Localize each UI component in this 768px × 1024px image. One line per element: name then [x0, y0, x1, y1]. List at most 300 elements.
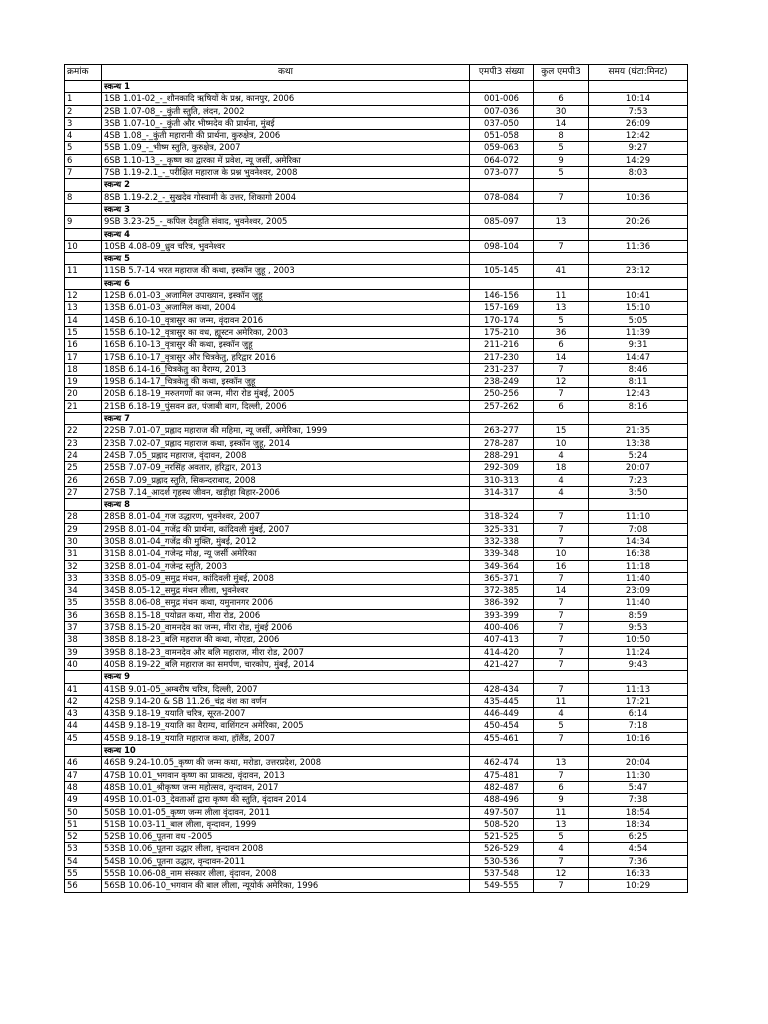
katha-title-cell: 2SB 1.07-08_-_कुंती स्तुति, लंदन, 2002: [102, 105, 470, 117]
total-mp3-cell: 5: [534, 720, 589, 732]
duration-cell: 11:40: [589, 597, 688, 609]
katha-title-cell: 27SB 7.14_आदर्श गृहस्थ जीवन, खड़ीहा बिहार-2006: [102, 486, 470, 498]
section-empty-cell: [470, 277, 534, 289]
serial-number-cell: 53: [65, 843, 102, 855]
katha-title-cell: 14SB 6.10-10_वृत्रासुर का जन्म, वृंदावन 2016: [102, 314, 470, 326]
total-mp3-cell: 15: [534, 425, 589, 437]
duration-cell: 20:07: [589, 462, 688, 474]
katha-title-cell: 17SB 6.10-17_वृत्रासुर और चित्रकेतु, हरिद्वार 2016: [102, 351, 470, 363]
total-mp3-cell: 7: [534, 240, 589, 252]
total-mp3-cell: 5: [534, 142, 589, 154]
duration-cell: 26:09: [589, 117, 688, 129]
table-row: [65, 781, 688, 793]
total-mp3-cell: 6: [534, 93, 589, 105]
mp3-range-cell: 435-445: [470, 695, 534, 707]
section-label: स्कन्ध 2: [102, 179, 470, 191]
katha-title-cell: 50SB 10.01-05_कृष्ण जन्म लीला वृंदावन, 2011: [102, 806, 470, 818]
total-mp3-cell: 6: [534, 339, 589, 351]
mp3-range-cell: 292-309: [470, 462, 534, 474]
duration-cell: 8:46: [589, 363, 688, 375]
mp3-range-cell: 421-427: [470, 658, 534, 670]
section-row: [65, 179, 688, 191]
table-row: [65, 646, 688, 658]
duration-cell: 10:36: [589, 191, 688, 203]
table-row: [65, 314, 688, 326]
table-row: [65, 572, 688, 584]
mp3-range-cell: 521-525: [470, 831, 534, 843]
duration-cell: 7:38: [589, 794, 688, 806]
total-mp3-cell: 10: [534, 437, 589, 449]
mp3-range-cell: 526-529: [470, 843, 534, 855]
table-row: [65, 634, 688, 646]
duration-cell: 10:50: [589, 634, 688, 646]
serial-number-cell: 25: [65, 462, 102, 474]
table-row: [65, 339, 688, 351]
mp3-range-cell: 446-449: [470, 708, 534, 720]
katha-table: [64, 64, 688, 893]
duration-cell: 10:41: [589, 290, 688, 302]
serial-number-cell: 56: [65, 880, 102, 892]
section-row: [65, 671, 688, 683]
total-mp3-cell: 14: [534, 117, 589, 129]
section-empty-cell: [470, 413, 534, 425]
duration-cell: 6:14: [589, 708, 688, 720]
duration-cell: 9:31: [589, 339, 688, 351]
duration-cell: 6:25: [589, 831, 688, 843]
section-row: [65, 745, 688, 757]
katha-title-cell: 16SB 6.10-13_वृत्रासुर की कथा, इस्कॉन जुहू: [102, 339, 470, 351]
section-row: [65, 228, 688, 240]
serial-number-cell: 34: [65, 585, 102, 597]
section-empty-cell: [65, 671, 102, 683]
katha-title-cell: 39SB 8.18-23_वामनदेव और बलि महाराज, मीरा रोड, 2007: [102, 646, 470, 658]
katha-title-cell: 40SB 8.19-22_बलि महाराज का समर्पण, चारकोप, मुंबई, 2014: [102, 658, 470, 670]
katha-title-cell: 56SB 10.06-10_भगवान की बाल लीला, न्यूयोर्क अमेरिका, 1996: [102, 880, 470, 892]
section-empty-cell: [589, 499, 688, 511]
duration-cell: 3:50: [589, 486, 688, 498]
katha-title-cell: 31SB 8.01-04_गजेन्द्र मोक्ष, न्यू जर्सी अमेरिका: [102, 548, 470, 560]
section-empty-cell: [65, 253, 102, 265]
section-row: [65, 81, 688, 93]
table-row: [65, 622, 688, 634]
table-row: [65, 154, 688, 166]
section-empty-cell: [470, 745, 534, 757]
serial-number-cell: 6: [65, 154, 102, 166]
total-mp3-cell: 13: [534, 216, 589, 228]
duration-cell: 11:13: [589, 683, 688, 695]
serial-number-cell: 36: [65, 609, 102, 621]
mp3-range-cell: 170-174: [470, 314, 534, 326]
katha-title-cell: 11SB 5.7-14 भरत महाराज की कथा, इस्कॉन जुहू , 2003: [102, 265, 470, 277]
serial-number-cell: 37: [65, 622, 102, 634]
section-empty-cell: [534, 277, 589, 289]
duration-cell: 16:38: [589, 548, 688, 560]
duration-cell: 5:24: [589, 449, 688, 461]
section-label: स्कन्ध 1: [102, 81, 470, 93]
katha-title-cell: 22SB 7.01-07_प्रह्लाद महाराज की महिमा, न्यू जर्सी, अमेरिका, 1999: [102, 425, 470, 437]
serial-number-cell: 42: [65, 695, 102, 707]
katha-title-cell: 21SB 6.18-19_पुंसवन व्रत, पंजाबी बाग, दिल्ली, 2006: [102, 400, 470, 412]
katha-title-cell: 34SB 8.05-12_समुद्र मंथन लीला, भुवनेश्वर: [102, 585, 470, 597]
mp3-range-cell: 407-413: [470, 634, 534, 646]
section-empty-cell: [65, 203, 102, 215]
total-mp3-cell: 14: [534, 585, 589, 597]
table-row: [65, 597, 688, 609]
mp3-range-cell: 488-496: [470, 794, 534, 806]
total-mp3-cell: 4: [534, 449, 589, 461]
serial-number-cell: 52: [65, 831, 102, 843]
mp3-range-cell: 098-104: [470, 240, 534, 252]
duration-cell: 16:33: [589, 868, 688, 880]
serial-number-cell: 22: [65, 425, 102, 437]
serial-number-cell: 15: [65, 326, 102, 338]
katha-title-cell: 15SB 6.10-12_वृत्रासुर का वध, ह्यूस्टन अमेरिका, 2003: [102, 326, 470, 338]
table-row: [65, 818, 688, 830]
mp3-range-cell: 238-249: [470, 376, 534, 388]
mp3-range-cell: 455-461: [470, 732, 534, 744]
section-row: [65, 277, 688, 289]
duration-cell: 9:53: [589, 622, 688, 634]
duration-cell: 5:05: [589, 314, 688, 326]
katha-title-cell: 48SB 10.01_श्रीकृष्ण जन्म महोत्सव, वृन्दावन, 2017: [102, 781, 470, 793]
katha-title-cell: 12SB 6.01-03_अजामिल उपाख्यान, इस्कॉन जुहू: [102, 290, 470, 302]
section-empty-cell: [534, 413, 589, 425]
mp3-range-cell: 288-291: [470, 449, 534, 461]
header-serial-number: क्रमांक: [65, 65, 102, 81]
serial-number-cell: 49: [65, 794, 102, 806]
table-row: [65, 93, 688, 105]
header-duration: समय (घंटा:मिनट): [589, 65, 688, 81]
katha-title-cell: 37SB 8.15-20_वामनदेव का जन्म, मीरा रोड, मुंबई 2006: [102, 622, 470, 634]
mp3-range-cell: 073-077: [470, 167, 534, 179]
section-empty-cell: [589, 413, 688, 425]
mp3-range-cell: 051-058: [470, 130, 534, 142]
serial-number-cell: 2: [65, 105, 102, 117]
duration-cell: 11:40: [589, 572, 688, 584]
mp3-range-cell: 007-036: [470, 105, 534, 117]
table-row: [65, 708, 688, 720]
section-empty-cell: [534, 228, 589, 240]
section-empty-cell: [65, 228, 102, 240]
duration-cell: 21:35: [589, 425, 688, 437]
katha-title-cell: 20SB 6.18-19_मरुतगणों का जन्म, मीरा रोड मुंबई, 2005: [102, 388, 470, 400]
katha-title-cell: 43SB 9.18-19_ययाति चरित्र, सूरत-2007: [102, 708, 470, 720]
serial-number-cell: 54: [65, 855, 102, 867]
section-empty-cell: [589, 277, 688, 289]
katha-title-cell: 42SB 9.14-20 & SB 11.26_चंद्र वंश का वर्णन: [102, 695, 470, 707]
katha-title-cell: 9SB 3.23-25_-_कपिल देवहूति संवाद, भुवनेश्वर, 2005: [102, 216, 470, 228]
section-label: स्कन्ध 8: [102, 499, 470, 511]
table-row: [65, 191, 688, 203]
serial-number-cell: 48: [65, 781, 102, 793]
serial-number-cell: 1: [65, 93, 102, 105]
duration-cell: 7:18: [589, 720, 688, 732]
duration-cell: 8:03: [589, 167, 688, 179]
mp3-range-cell: 450-454: [470, 720, 534, 732]
total-mp3-cell: 5: [534, 167, 589, 179]
serial-number-cell: 12: [65, 290, 102, 302]
total-mp3-cell: 5: [534, 831, 589, 843]
section-empty-cell: [470, 81, 534, 93]
total-mp3-cell: 7: [534, 363, 589, 375]
mp3-range-cell: 349-364: [470, 560, 534, 572]
serial-number-cell: 5: [65, 142, 102, 154]
katha-title-cell: 49SB 10.01-03_देवताओं द्वारा कृष्ण की स्तुति, वृंदावन 2014: [102, 794, 470, 806]
duration-cell: 11:10: [589, 511, 688, 523]
table-row: [65, 142, 688, 154]
katha-title-cell: 6SB 1.10-13_-_कृष्ण का द्वारका में प्रवेश, न्यू जर्सी, अमेरिका: [102, 154, 470, 166]
serial-number-cell: 31: [65, 548, 102, 560]
header-total-mp3: कुल एमपी3: [534, 65, 589, 81]
duration-cell: 14:34: [589, 535, 688, 547]
mp3-range-cell: 231-237: [470, 363, 534, 375]
table-row: [65, 868, 688, 880]
total-mp3-cell: 7: [534, 191, 589, 203]
katha-title-cell: 8SB 1.19-2.2_-_सुखदेव गोस्वामी के उत्तर, शिकागो 2004: [102, 191, 470, 203]
katha-title-cell: 55SB 10.06-08_नाम संस्कार लीला, वृंदावन, 2008: [102, 868, 470, 880]
section-label: स्कन्ध 3: [102, 203, 470, 215]
total-mp3-cell: 4: [534, 843, 589, 855]
table-row: [65, 585, 688, 597]
table-body: [65, 81, 688, 893]
katha-title-cell: 5SB 1.09_-_भीष्म स्तुति, कुरुक्षेत्र, 2007: [102, 142, 470, 154]
section-label: स्कन्ध 5: [102, 253, 470, 265]
serial-number-cell: 47: [65, 769, 102, 781]
mp3-range-cell: 085-097: [470, 216, 534, 228]
katha-title-cell: 24SB 7.05_प्रह्लाद महाराज, वृंदावन, 2008: [102, 449, 470, 461]
table-row: [65, 388, 688, 400]
katha-title-cell: 3SB 1.07-10_-_कुंती और भीष्मदेव की प्रार्थना, मुंबई: [102, 117, 470, 129]
total-mp3-cell: 7: [534, 880, 589, 892]
total-mp3-cell: 7: [534, 609, 589, 621]
total-mp3-cell: 4: [534, 486, 589, 498]
serial-number-cell: 21: [65, 400, 102, 412]
section-empty-cell: [534, 203, 589, 215]
serial-number-cell: 20: [65, 388, 102, 400]
mp3-range-cell: 400-406: [470, 622, 534, 634]
total-mp3-cell: 18: [534, 462, 589, 474]
katha-title-cell: 13SB 6.01-03_अजामिल कथा, 2004: [102, 302, 470, 314]
table-row: [65, 732, 688, 744]
header-katha: कथा: [102, 65, 470, 81]
table-row: [65, 511, 688, 523]
mp3-range-cell: 146-156: [470, 290, 534, 302]
section-empty-cell: [589, 745, 688, 757]
header-row: [65, 65, 688, 81]
total-mp3-cell: 7: [534, 597, 589, 609]
table-row: [65, 216, 688, 228]
section-empty-cell: [534, 253, 589, 265]
total-mp3-cell: 41: [534, 265, 589, 277]
serial-number-cell: 24: [65, 449, 102, 461]
table-row: [65, 794, 688, 806]
duration-cell: 7:36: [589, 855, 688, 867]
katha-title-cell: 25SB 7.07-09_नरसिंह अवतार, हरिद्वार, 2013: [102, 462, 470, 474]
mp3-range-cell: 157-169: [470, 302, 534, 314]
table-row: [65, 130, 688, 142]
section-empty-cell: [589, 179, 688, 191]
total-mp3-cell: 4: [534, 708, 589, 720]
katha-title-cell: 46SB 9.24-10.05_कृष्ण की जन्म कथा, मरोडा, उत्तरप्रदेश, 2008: [102, 757, 470, 769]
serial-number-cell: 13: [65, 302, 102, 314]
total-mp3-cell: 7: [534, 535, 589, 547]
section-row: [65, 253, 688, 265]
table-row: [65, 302, 688, 314]
serial-number-cell: 19: [65, 376, 102, 388]
total-mp3-cell: 9: [534, 154, 589, 166]
section-empty-cell: [470, 499, 534, 511]
table-row: [65, 376, 688, 388]
table-row: [65, 757, 688, 769]
mp3-range-cell: 250-256: [470, 388, 534, 400]
katha-title-cell: 4SB 1.08_-_कुंती महारानी की प्रार्थना, कुरुक्षेत्र, 2006: [102, 130, 470, 142]
total-mp3-cell: 7: [534, 855, 589, 867]
serial-number-cell: 50: [65, 806, 102, 818]
serial-number-cell: 14: [65, 314, 102, 326]
total-mp3-cell: 16: [534, 560, 589, 572]
total-mp3-cell: 8: [534, 130, 589, 142]
total-mp3-cell: 7: [534, 769, 589, 781]
section-empty-cell: [589, 228, 688, 240]
serial-number-cell: 44: [65, 720, 102, 732]
duration-cell: 14:29: [589, 154, 688, 166]
serial-number-cell: 18: [65, 363, 102, 375]
total-mp3-cell: 7: [534, 622, 589, 634]
duration-cell: 11:39: [589, 326, 688, 338]
table-row: [65, 523, 688, 535]
mp3-range-cell: 530-536: [470, 855, 534, 867]
total-mp3-cell: 13: [534, 757, 589, 769]
serial-number-cell: 38: [65, 634, 102, 646]
total-mp3-cell: 10: [534, 548, 589, 560]
duration-cell: 18:54: [589, 806, 688, 818]
section-empty-cell: [470, 228, 534, 240]
total-mp3-cell: 5: [534, 314, 589, 326]
duration-cell: 11:18: [589, 560, 688, 572]
header-mp3-range: एमपी3 संख्या: [470, 65, 534, 81]
section-empty-cell: [589, 671, 688, 683]
katha-title-cell: 19SB 6.14-17_चित्रकेतु की कथा, इस्कॉन जुहू: [102, 376, 470, 388]
katha-title-cell: 36SB 8.15-18_पयोव्रत कथा, मीरा रोड, 2006: [102, 609, 470, 621]
section-empty-cell: [589, 81, 688, 93]
duration-cell: 5:47: [589, 781, 688, 793]
total-mp3-cell: 7: [534, 572, 589, 584]
mp3-range-cell: 310-313: [470, 474, 534, 486]
mp3-range-cell: 263-277: [470, 425, 534, 437]
katha-title-cell: 41SB 9.01-05_अम्बरीष चरित्र, दिल्ली, 2007: [102, 683, 470, 695]
duration-cell: 23:12: [589, 265, 688, 277]
mp3-range-cell: 482-487: [470, 781, 534, 793]
total-mp3-cell: 7: [534, 646, 589, 658]
section-empty-cell: [534, 81, 589, 93]
serial-number-cell: 46: [65, 757, 102, 769]
serial-number-cell: 35: [65, 597, 102, 609]
katha-title-cell: 10SB 4.08-09_ध्रुव चरित्र, भुवनेश्वर: [102, 240, 470, 252]
duration-cell: 12:43: [589, 388, 688, 400]
section-empty-cell: [589, 253, 688, 265]
table-row: [65, 695, 688, 707]
serial-number-cell: 43: [65, 708, 102, 720]
mp3-range-cell: 325-331: [470, 523, 534, 535]
serial-number-cell: 29: [65, 523, 102, 535]
serial-number-cell: 27: [65, 486, 102, 498]
table-row: [65, 351, 688, 363]
serial-number-cell: 51: [65, 818, 102, 830]
mp3-range-cell: 332-338: [470, 535, 534, 547]
duration-cell: 11:24: [589, 646, 688, 658]
table-row: [65, 437, 688, 449]
duration-cell: 11:36: [589, 240, 688, 252]
mp3-range-cell: 318-324: [470, 511, 534, 523]
katha-title-cell: 45SB 9.18-19_ययाति महाराज कथा, हॉलैंड, 2007: [102, 732, 470, 744]
table-row: [65, 548, 688, 560]
mp3-range-cell: 257-262: [470, 400, 534, 412]
katha-title-cell: 28SB 8.01-04_गज उद्धारण, भुवनेश्वर, 2007: [102, 511, 470, 523]
katha-title-cell: 44SB 9.18-19_ययाति का वैराग्य, वाशिंगटन अमेरिका, 2005: [102, 720, 470, 732]
mp3-range-cell: 064-072: [470, 154, 534, 166]
mp3-range-cell: 497-507: [470, 806, 534, 818]
duration-cell: 14:47: [589, 351, 688, 363]
total-mp3-cell: 11: [534, 290, 589, 302]
total-mp3-cell: 12: [534, 376, 589, 388]
table-row: [65, 290, 688, 302]
total-mp3-cell: 6: [534, 400, 589, 412]
table-row: [65, 831, 688, 843]
mp3-range-cell: 059-063: [470, 142, 534, 154]
mp3-range-cell: 537-548: [470, 868, 534, 880]
section-row: [65, 413, 688, 425]
total-mp3-cell: 7: [534, 658, 589, 670]
duration-cell: 11:30: [589, 769, 688, 781]
total-mp3-cell: 36: [534, 326, 589, 338]
serial-number-cell: 40: [65, 658, 102, 670]
total-mp3-cell: 7: [534, 634, 589, 646]
duration-cell: 8:16: [589, 400, 688, 412]
total-mp3-cell: 7: [534, 511, 589, 523]
total-mp3-cell: 12: [534, 868, 589, 880]
serial-number-cell: 16: [65, 339, 102, 351]
mp3-range-cell: 339-348: [470, 548, 534, 560]
mp3-range-cell: 393-399: [470, 609, 534, 621]
mp3-range-cell: 462-474: [470, 757, 534, 769]
total-mp3-cell: 9: [534, 794, 589, 806]
section-empty-cell: [470, 253, 534, 265]
katha-title-cell: 1SB 1.01-02_-_शौनकादि ऋषियों के प्रश्न, कानपुर, 2006: [102, 93, 470, 105]
katha-title-cell: 7SB 1.19-2.1_-_परीक्षित महाराज के प्रश्न भुवनेश्वर, 2008: [102, 167, 470, 179]
katha-title-cell: 47SB 10.01_भगवान कृष्ण का प्राकट्य, वृंदावन, 2013: [102, 769, 470, 781]
katha-title-cell: 32SB 8.01-04_गजेन्द्र स्तुति, 2003: [102, 560, 470, 572]
table-row: [65, 105, 688, 117]
total-mp3-cell: 7: [534, 523, 589, 535]
duration-cell: 12:42: [589, 130, 688, 142]
section-empty-cell: [534, 671, 589, 683]
duration-cell: 15:10: [589, 302, 688, 314]
table-row: [65, 535, 688, 547]
section-label: स्कन्ध 10: [102, 745, 470, 757]
total-mp3-cell: 7: [534, 683, 589, 695]
mp3-range-cell: 549-555: [470, 880, 534, 892]
duration-cell: 4:54: [589, 843, 688, 855]
table-row: [65, 769, 688, 781]
katha-title-cell: 26SB 7.09_प्रह्लाद स्तुति, सिकन्दराबाद, 2008: [102, 474, 470, 486]
serial-number-cell: 17: [65, 351, 102, 363]
table-row: [65, 843, 688, 855]
serial-number-cell: 28: [65, 511, 102, 523]
duration-cell: 10:29: [589, 880, 688, 892]
table-row: [65, 560, 688, 572]
section-empty-cell: [65, 81, 102, 93]
table-row: [65, 683, 688, 695]
